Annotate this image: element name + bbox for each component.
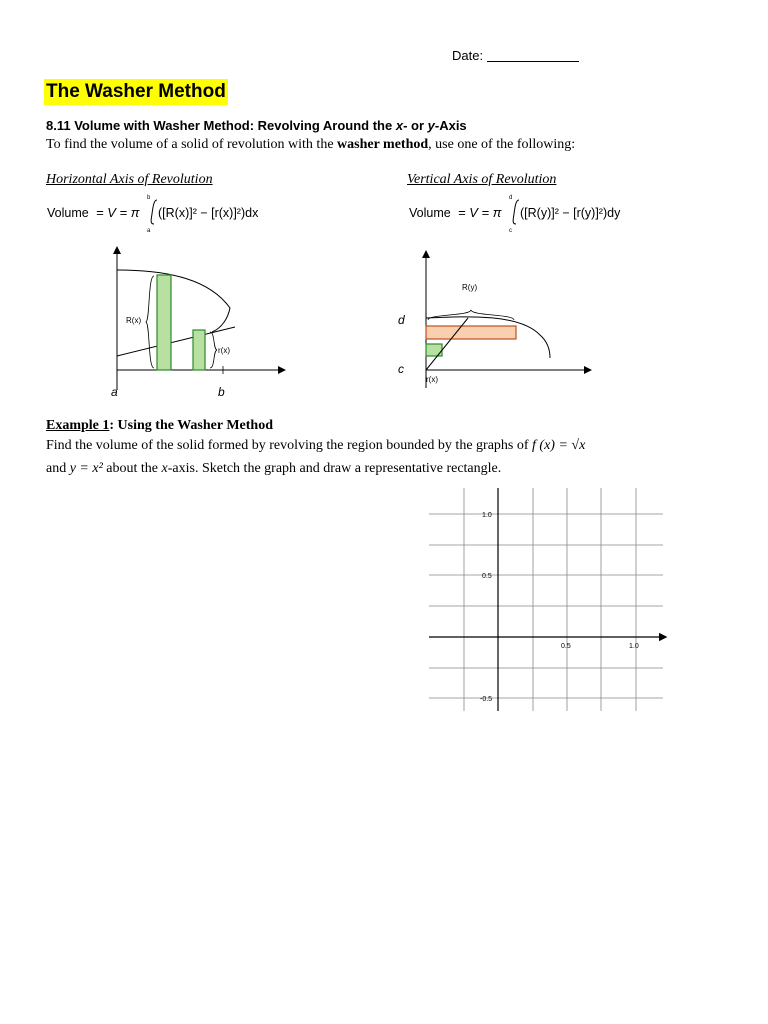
vertical-axis-heading: Vertical Axis of Revolution xyxy=(407,172,557,187)
intro-before: To find the volume of a solid of revolution with the xyxy=(46,137,338,152)
h-inner-rectangle xyxy=(193,330,205,370)
section-or: - or xyxy=(403,118,428,133)
section-x-var: x xyxy=(395,118,404,133)
h-outer-rectangle xyxy=(157,275,171,370)
h-r-brace xyxy=(210,332,217,368)
graph-grid[interactable] xyxy=(425,485,670,715)
example-text-line1 xyxy=(46,438,585,454)
h-formula-lhs: = V = π xyxy=(96,205,140,220)
v-d-label: d xyxy=(398,313,405,327)
section-y-var: y xyxy=(427,118,435,133)
example-line1-text: Find the volume of the solid formed by revolving the region bounded by the graphs of xyxy=(46,438,533,453)
v-volume-label: Volume xyxy=(409,206,451,220)
v-formula-lhs: = V = π xyxy=(458,205,502,220)
section-title xyxy=(46,118,467,133)
example-heading-rest: : Using the Washer Method xyxy=(109,418,273,433)
example-x-var: x xyxy=(161,461,168,476)
intro-after: , use one of the following: xyxy=(428,137,576,152)
horizontal-washer-diagram xyxy=(90,240,300,405)
h-integral-sign xyxy=(151,200,157,224)
v-c-label: c xyxy=(398,362,404,376)
example-line2-rest: about the xyxy=(102,461,162,476)
example-heading xyxy=(46,418,273,434)
date-field xyxy=(452,48,579,63)
v-upper-limit: d xyxy=(509,195,513,201)
example-line2-end: -axis. Sketch the graph and draw a representative rectangle. xyxy=(167,461,502,476)
example-and: and xyxy=(46,461,70,476)
v-lower-limit: c xyxy=(509,228,512,234)
h-upper-limit: b xyxy=(147,195,151,201)
example-label: Example 1 xyxy=(46,418,110,433)
y-tick-neg05: -0.5 xyxy=(480,696,493,703)
h-integrand: ([R(x)]² − [r(x)]²)dx xyxy=(158,206,259,220)
h-volume-label: Volume xyxy=(47,206,89,220)
v-R-label: R(y) xyxy=(462,283,478,292)
intro-bold: washer method xyxy=(337,137,429,152)
page-title: The Washer Method xyxy=(44,79,228,105)
h-a-label: a xyxy=(111,385,118,399)
horizontal-formula xyxy=(44,190,294,236)
v-r-label: r(x) xyxy=(426,375,438,384)
v-inner-rectangle xyxy=(426,344,442,356)
section-axis-suffix: -Axis xyxy=(434,118,467,133)
intro-text xyxy=(46,137,575,153)
date-blank[interactable] xyxy=(487,49,579,62)
v-integrand: ([R(y)]² − [r(y)]²)dy xyxy=(520,206,621,220)
x-tick-1: 1.0 xyxy=(629,643,639,650)
example-y-expr: y = x² xyxy=(69,461,103,476)
vertical-washer-diagram xyxy=(390,240,605,390)
example-f-expr: f (x) = √x xyxy=(532,438,586,453)
h-b-label: b xyxy=(218,385,225,399)
date-label: Date: xyxy=(452,48,484,63)
v-integral-sign xyxy=(513,200,519,224)
y-tick-1: 1.0 xyxy=(482,512,492,519)
horizontal-axis-heading: Horizontal Axis of Revolution xyxy=(46,172,213,187)
v-outer-rectangle xyxy=(426,326,516,339)
grid-vertical-lines xyxy=(464,488,636,711)
h-lower-limit: a xyxy=(147,228,151,234)
h-R-label: R(x) xyxy=(126,316,142,325)
vertical-formula xyxy=(406,190,656,236)
section-title-text: 8.11 Volume with Washer Method: Revolving Around the xyxy=(46,118,396,133)
h-r-label: r(x) xyxy=(218,346,230,355)
y-tick-05: 0.5 xyxy=(482,573,492,580)
example-text-line2 xyxy=(46,461,501,477)
h-R-brace xyxy=(146,276,154,368)
x-tick-05: 0.5 xyxy=(561,643,571,650)
